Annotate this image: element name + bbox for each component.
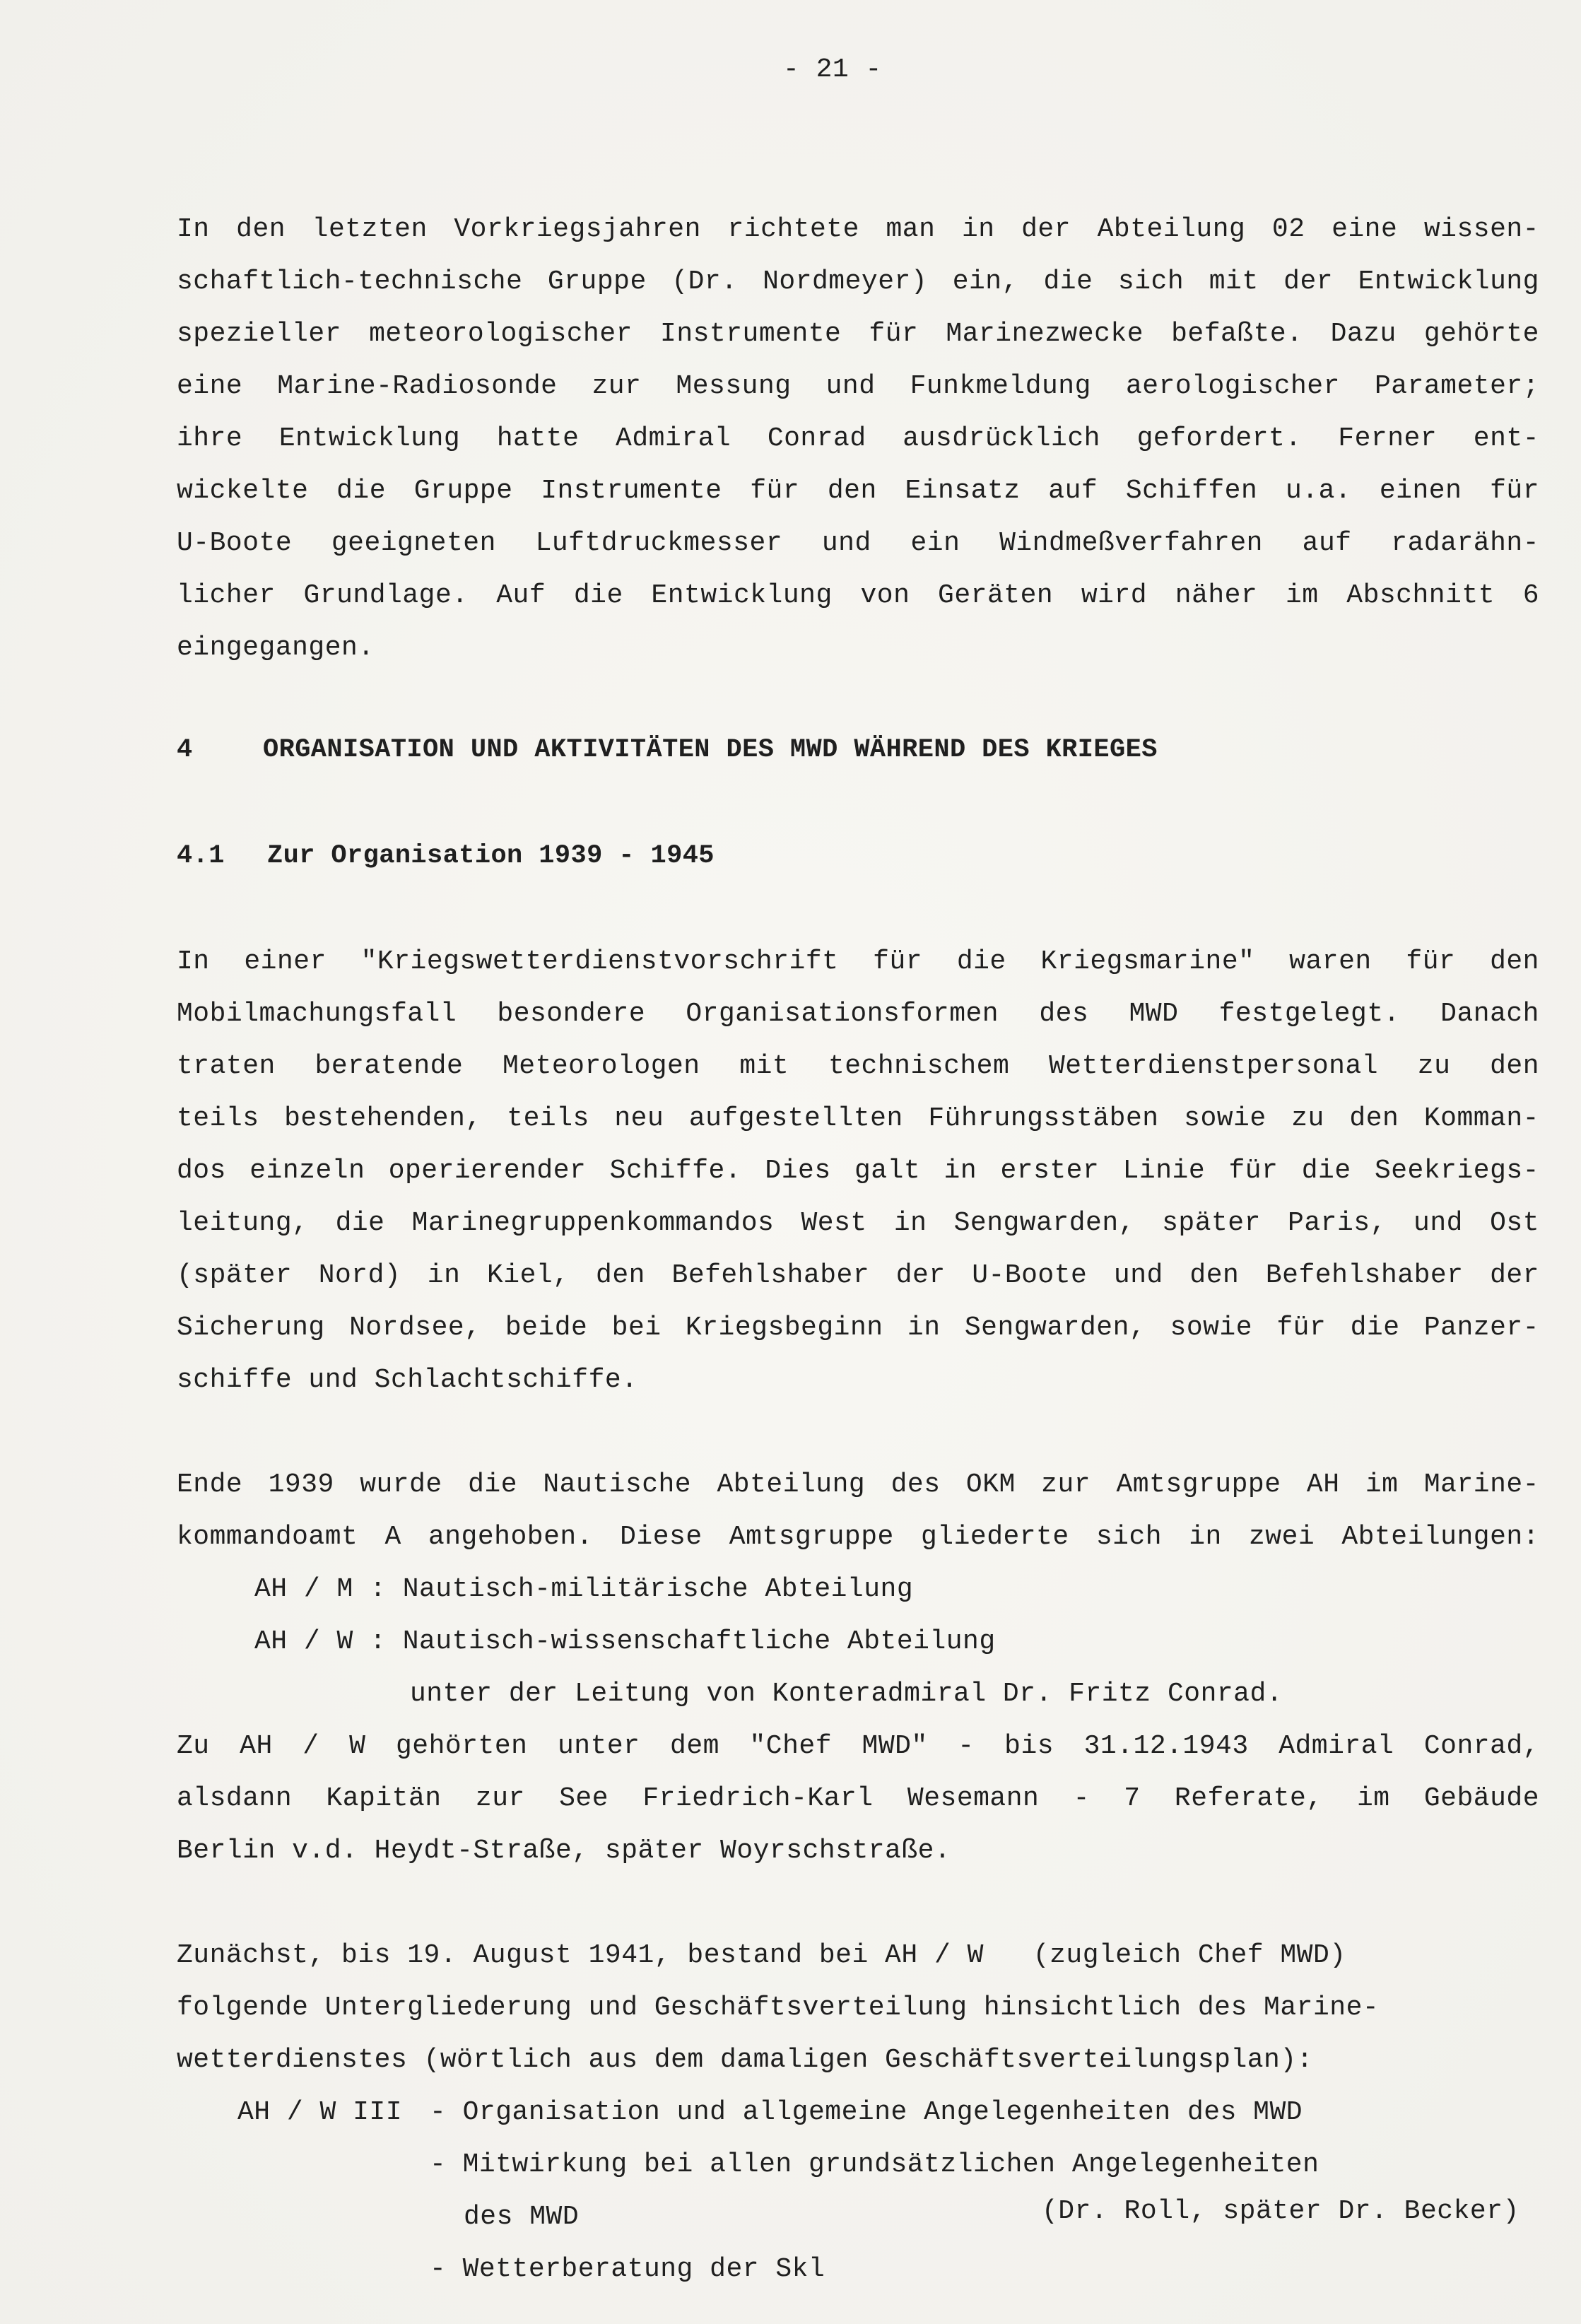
section-4-1-title: Zur Organisation 1939 - 1945 — [267, 841, 715, 871]
w3-item-wetterberatung: - Wetterberatung der Skl — [430, 2254, 825, 2284]
para1-line-4: eine Marine-Radiosonde zur Messung und Funkmeldung aerologischer Parameter; — [177, 371, 1539, 401]
page-number: - 21 - — [783, 54, 882, 85]
para3-after-line-1: Zu AH / W gehörten unter dem "Chef MWD" - bis 31.12.1943 Admiral Conrad, — [177, 1731, 1539, 1761]
para2-line-2: Mobilmachungsfall besondere Organisationsformen des MWD festgelegt. Danach — [177, 999, 1539, 1029]
para4-line-1: Zunächst, bis 19. August 1941, bestand bei AH / W (zugleich Chef MWD) — [177, 1940, 1346, 1971]
w3-item-organisation: - Organisation und allgemeine Angelegenheiten des MWD — [430, 2097, 1303, 2128]
para4-line-2: folgende Untergliederung und Geschäftsverteilung hinsichtlich des Marine- — [177, 1993, 1380, 2023]
w3-item-person: (Dr. Roll, später Dr. Becker) — [1042, 2196, 1520, 2226]
section-4-title: ORGANISATION UND AKTIVITÄTEN DES MWD WÄHREND DES KRIEGES — [263, 735, 1158, 765]
dept-ah-w-lead: unter der Leitung von Konteradmiral Dr. Fritz Conrad. — [410, 1679, 1283, 1709]
para2-line-5: dos einzeln operierender Schiffe. Dies galt in erster Linie für die Seekriegs- — [177, 1156, 1539, 1186]
para2-line-4: teils bestehenden, teils neu aufgestellten Führungsstäben sowie zu den Komman- — [177, 1103, 1539, 1134]
para1-line-8: licher Grundlage. Auf die Entwicklung von Geräten wird näher im Abschnitt 6 — [177, 580, 1539, 611]
para2-line-3: traten beratende Meteorologen mit technischem Wetterdienstpersonal zu den — [177, 1051, 1539, 1081]
para1-line-6: wickelte die Gruppe Instrumente für den Einsatz auf Schiffen u.a. einen für — [177, 476, 1539, 506]
para3-line-2: kommandoamt A angehoben. Diese Amtsgruppe gliederte sich in zwei Abteilungen: — [177, 1522, 1539, 1552]
para1-line-1: In den letzten Vorkriegsjahren richtete man in der Abteilung 02 eine wissen- — [177, 214, 1539, 245]
para1-line-5: ihre Entwicklung hatte Admiral Conrad ausdrücklich gefordert. Ferner ent- — [177, 423, 1539, 454]
para3-after-line-2: alsdann Kapitän zur See Friedrich-Karl Wesemann - 7 Referate, im Gebäude — [177, 1783, 1539, 1814]
para2-line-1: In einer "Kriegswetterdienstvorschrift für die Kriegsmarine" waren für den — [177, 946, 1539, 977]
para1-line-9: eingegangen. — [177, 633, 375, 663]
para2-line-8: Sicherung Nordsee, beide bei Kriegsbeginn in Sengwarden, sowie für die Panzer- — [177, 1313, 1539, 1343]
dept-ah-w: AH / W : Nautisch-wissenschaftliche Abteilung — [254, 1626, 996, 1657]
para2-line-7: (später Nord) in Kiel, den Befehlshaber der U-Boote und den Befehlshaber der — [177, 1260, 1539, 1291]
para2-line-6: leitung, die Marinegruppenkommandos West in Sengwarden, später Paris, und Ost — [177, 1208, 1539, 1238]
para4-line-3: wetterdienstes (wörtlich aus dem damaligen Geschäftsverteilungsplan): — [177, 2045, 1313, 2075]
section-4-1-number: 4.1 — [177, 841, 225, 871]
section-4-number: 4 — [177, 735, 193, 765]
para1-line-2: schaftlich-technische Gruppe (Dr. Nordmeyer) ein, die sich mit der Entwicklung — [177, 266, 1539, 297]
para1-line-3: spezieller meteorologischer Instrumente für Marinezwecke befaßte. Dazu gehörte — [177, 319, 1539, 349]
w3-item-mitwirkung-cont: des MWD — [464, 2202, 580, 2232]
dept-ah-m: AH / M : Nautisch-militärische Abteilung — [254, 1574, 914, 1604]
para2-line-9: schiffe und Schlachtschiffe. — [177, 1365, 638, 1395]
para3-line-1: Ende 1939 wurde die Nautische Abteilung des OKM zur Amtsgruppe AH im Marine- — [177, 1469, 1539, 1500]
w3-item-mitwirkung: - Mitwirkung bei allen grundsätzlichen Angelegenheiten — [430, 2149, 1320, 2180]
dept-ah-w-iii-label: AH / W III — [237, 2097, 403, 2128]
para1-line-7: U-Boote geeigneten Luftdruckmesser und ein Windmeßverfahren auf radarähn- — [177, 528, 1539, 558]
para3-after-line-3: Berlin v.d. Heydt-Straße, später Woyrschstraße. — [177, 1836, 951, 1866]
